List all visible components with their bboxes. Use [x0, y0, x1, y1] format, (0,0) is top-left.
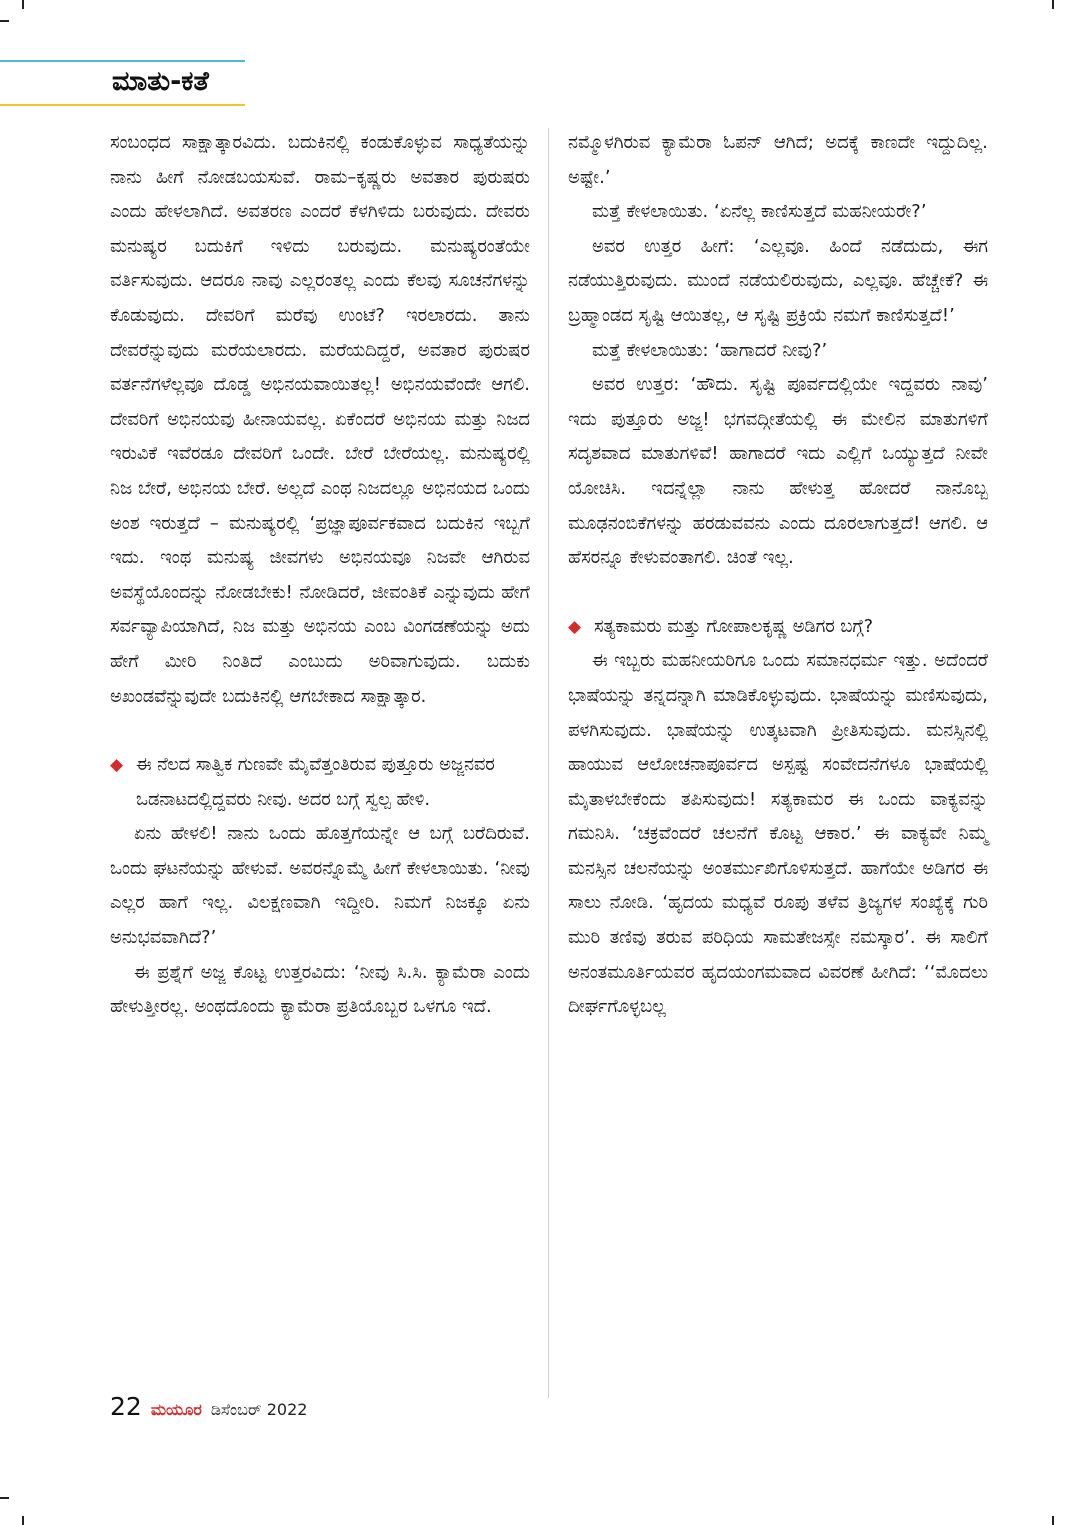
crop-mark: [1052, 0, 1054, 9]
left-column: [110, 126, 530, 1025]
header-rule-bottom: [0, 104, 245, 106]
section-title: ಮಾತು-ಕತೆ: [112, 66, 209, 97]
paragraph: ನಮ್ಮೊಳಗಿರುವ ಕ್ಯಾಮೆರಾ ಓಪನ್ ಆಗಿದೆ; ಅದಕ್ಕೆ ಕಾಣದೇ ಇದ್ದುದಿಲ್ಲ. ಅಷ್ಟೇ.’: [568, 132, 988, 188]
header-rule-top: [0, 60, 245, 62]
question-block: [110, 748, 530, 817]
question-text: ಸತ್ಯಕಾಮರು ಮತ್ತು ಗೋಪಾಲಕೃಷ್ಣ ಅಡಿಗರ ಬಗ್ಗೆ?: [594, 615, 874, 637]
crop-mark: [22, 1516, 24, 1525]
paragraph: ಮತ್ತೆ ಕೇಳಲಾಯಿತು: ‘ಹಾಗಾದರೆ ನೀವು?’: [592, 339, 828, 361]
crop-mark: [22, 0, 24, 9]
diamond-icon: ◆: [568, 616, 582, 637]
paragraph: ಅವರ ಉತ್ತರ ಹೀಗೆ: ‘ಎಲ್ಲವೂ. ಹಿಂದೆ ನಡೆದುದು, ಈಗ ನಡೆಯುತ್ತಿರುವುದು. ಮುಂದೆ ನಡೆಯಲಿರುವುದು, ಎಲ್ಲವೂ. ಹೆಚ್ಚೇಕೆ? ಈ ಬ್ರಹ್ಮಾಂಡದ ಸೃಷ್ಟಿ ಆಯಿತಲ್ಲ, ಆ ಸೃಷ್ಟಿ ಪ್ರಕ್ರಿಯೆ ನಮಗೆ ಕಾಣಿಸುತ್ತದೆ!’: [568, 235, 988, 326]
column-divider: [548, 128, 549, 1398]
crop-mark: [0, 20, 9, 22]
paragraph: ಈ ಇಬ್ಬರು ಮಹನೀಯರಿಗೂ ಒಂದು ಸಮಾನಧರ್ಮ ಇತ್ತು. ಅದೆಂದರೆ ಭಾಷೆಯನ್ನು ತನ್ನದನ್ನಾಗಿ ಮಾಡಿಕೊಳ್ಳುವುದು. ಭಾಷೆಯನ್ನು ಮಣಿಸುವುದು, ಪಳಗಿಸುವುದು. ಭಾಷೆಯನ್ನು ಉತ್ಕಟವಾಗಿ ಪ್ರೀತಿಸುವುದು. ಮನಸ್ಸಿನಲ್ಲಿ ಹಾಯುವ ಆಲೋಚನಾಪೂರ್ವದ ಅಸ್ಪಷ್ಟ ಸಂವೇದನೆಗಳೂ ಭಾಷೆಯಲ್ಲಿ ಮೈತಾಳಬೇಕೆಂದು ತಪಿಸುವುದು! ಸತ್ಯಕಾಮರ ಈ ಒಂದು ವಾಕ್ಯವನ್ನು ಗಮನಿಸಿ. ‘ಚಕ್ರವೆಂದರೆ ಚಲನೆಗೆ ಕೊಟ್ಟ ಆಕಾರ.’ ಈ ವಾಕ್ಯವೇ ನಿಮ್ಮ ಮನಸ್ಸಿನ ಚಲನೆಯನ್ನು ಅಂತರ್ಮುಖಿಗೊಳಿಸುತ್ತದೆ. ಹಾಗೆಯೇ ಅಡಿಗರ ಈ ಸಾಲು ನೋಡಿ. ‘ಹೃದಯ ಮಧ್ಯವೆ ರೂಪು ತಳೆವ ತ್ರಿಜ್ಯಗಳ ಸಂಖ್ಯೆಕ್ಕೆ ಗುರಿ ಮುರಿ ತಣಿವು ತರುವ ಪರಿಧಿಯ ಸಾಮತೇಜಸ್ಸೇ ನಮಸ್ಕಾರ’. ಈ ಸಾಲಿಗೆ ಅನಂತಮೂರ್ತಿಯವರ ಹೃದಯಂಗಮವಾದ ವಿವರಣೆ ಹೀಗಿದೆ: ‘‘ಮೊದಲು ದೀರ್ಘಗೊಳ್ಳಬಲ್ಲ: [568, 650, 988, 1018]
paragraph: ಏನು ಹೇಳಲಿ! ನಾನು ಒಂದು ಹೊತ್ತಗೆಯನ್ನೇ ಆ ಬಗ್ಗೆ ಬರೆದಿರುವೆ. ಒಂದು ಘಟನೆಯನ್ನು ಹೇಳುವೆ. ಅವರನ್ನೊಮ್ಮೆ ಹೀಗೆ ಕೇಳಲಾಯಿತು. ‘ನೀವು ಎಲ್ಲರ ಹಾಗೆ ಇಲ್ಲ. ವಿಲಕ್ಷಣವಾಗಿ ಇದ್ದೀರಿ. ನಿಮಗೆ ನಿಜಕ್ಕೂ ಏನು ಅನುಭವವಾಗಿದೆ?’: [110, 823, 530, 949]
right-column: [568, 126, 988, 1025]
crop-mark: [0, 1497, 9, 1499]
magazine-name: ಮಯೂರ: [150, 1400, 202, 1419]
question-block: [568, 610, 988, 645]
paragraph: ಅವರ ಉತ್ತರ: ‘ಹೌದು. ಸೃಷ್ಟಿ ಪೂರ್ವದಲ್ಲಿಯೇ ಇದ್ದವರು ನಾವು’ ಇದು ಪುತ್ತೂರು ಅಜ್ಜ! ಭಗವದ್ಗೀತೆಯಲ್ಲಿ ಈ ಮೇಲಿನ ಮಾತುಗಳಿಗೆ ಸದೃಶವಾದ ಮಾತುಗಳಿವೆ! ಹಾಗಾದರೆ ಇದು ಎಲ್ಲಿಗೆ ಒಯ್ಯುತ್ತದೆ ನೀವೇ ಯೋಚಿಸಿ. ಇದನ್ನೆಲ್ಲಾ ನಾನು ಹೇಳುತ್ತ ಹೋದರೆ ನಾನೊಬ್ಬ ಮೂಢನಂಬಿಕೆಗಳನ್ನು ಹರಡುವವನು ಎಂದು ದೂರಲಾಗುತ್ತದೆ! ಆಗಲಿ. ಆ ಹೆಸರನ್ನೂ ಕೇಳುವಂತಾಗಲಿ. ಚಿಂತೆ ಇಲ್ಲ.: [568, 374, 988, 569]
issue-date: ಡಿಸೆಂಬರ್ 2022: [210, 1400, 308, 1419]
question-text: ಈ ನೆಲದ ಸಾತ್ವಿಕ ಗುಣವೇ ಮೈವೆತ್ತಂತಿರುವ ಪುತ್ತೂರು ಅಜ್ಜನವರ ಒಡನಾಟದಲ್ಲಿದ್ದವರು ನೀವು. ಅದರ ಬಗ್ಗೆ ಸ್ವಲ್ಪ ಹೇಳಿ.: [136, 754, 495, 810]
paragraph: ಸಂಬಂಧದ ಸಾಕ್ಷಾತ್ಕಾರವಿದು. ಬದುಕಿನಲ್ಲಿ ಕಂಡುಕೊಳ್ಳುವ ಸಾಧ್ಯತೆಯನ್ನು ನಾನು ಹೀಗೆ ನೋಡಬಯಸುವೆ. ರಾಮ–ಕೃಷ್ಣರು ಅವತಾರ ಪುರುಷರು ಎಂದು ಹೇಳಲಾಗಿದೆ. ಅವತರಣ ಎಂದರೆ ಕೆಳಗಿಳಿದು ಬರುವುದು. ದೇವರು ಮನುಷ್ಯರ ಬದುಕಿಗೆ ಇಳಿದು ಬರುವುದು. ಮನುಷ್ಯರಂತೆಯೇ ವರ್ತಿಸುವುದು. ಆದರೂ ನಾವು ಎಲ್ಲರಂತಲ್ಲ ಎಂದು ಕೆಲವು ಸೂಚನೆಗಳನ್ನು ಕೊಡುವುದು. ದೇವರಿಗೆ ಮರೆವು ಉಂಟೆ? ಇರಲಾರದು. ತಾನು ದೇವರೆನ್ನುವುದು ಮರೆಯಲಾರದು. ಮರೆಯದಿದ್ದರೆ, ಅವತಾರ ಪುರುಷರ ವರ್ತನೆಗಳೆಲ್ಲವೂ ದೊಡ್ಡ ಅಭಿನಯವಾಯಿತಲ್ಲ! ಅಭಿನಯವೆಂದೇ ಆಗಲಿ. ದೇವರಿಗೆ ಅಭಿನಯವು ಹೀನಾಯವಲ್ಲ. ಏಕೆಂದರೆ ಅಭಿನಯ ಮತ್ತು ನಿಜದ ಇರುವಿಕೆ ಇವೆರಡೂ ದೇವರಿಗೆ ಒಂದೇ. ಬೇರೆ ಬೇರೆಯಲ್ಲ. ಮನುಷ್ಯರಲ್ಲಿ ನಿಜ ಬೇರೆ, ಅಭಿನಯ ಬೇರೆ. ಅಲ್ಲದೆ ಎಂಥ ನಿಜದಲ್ಲೂ ಅಭಿನಯದ ಒಂದು ಅಂಶ ಇರುತ್ತದೆ – ಮನುಷ್ಯರಲ್ಲಿ ‘ಪ್ರಜ್ಞಾಪೂರ್ವಕವಾದ ಬದುಕಿನ ಇಬ್ಬಗೆ ಇದು. ಇಂಥ ಮನುಷ್ಯ ಜೀವಗಳು ಅಭಿನಯವೂ ನಿಜವೇ ಆಗಿರುವ ಅವಸ್ಥೆಯೊಂದನ್ನು ನೋಡಬೇಕು! ನೋಡಿದರೆ, ಜೀವಂತಿಕೆ ಎನ್ನುವುದು ಹೇಗೆ ಸರ್ವವ್ಯಾಪಿಯಾಗಿದೆ, ನಿಜ ಮತ್ತು ಅಭಿನಯ ಎಂಬ ವಿಂಗಡಣೆಯನ್ನು ಅದು ಹೇಗೆ ಮೀರಿ ನಿಂತಿದೆ ಎಂಬುದು ಅರಿವಾಗುವುದು. ಬದುಕು ಅಖಂಡವೆನ್ನುವುದೇ ಬದುಕಿನಲ್ಲಿ ಆಗಬೇಕಾದ ಸಾಕ್ಷಾತ್ಕಾರ.: [110, 132, 530, 707]
page-footer: [110, 1392, 307, 1421]
page-number: 22: [110, 1392, 142, 1421]
paragraph: ಮತ್ತೆ ಕೇಳಲಾಯಿತು. ‘ಏನೆಲ್ಲ ಕಾಣಿಸುತ್ತದೆ ಮಹನೀಯರೇ?’: [592, 201, 927, 223]
diamond-icon: ◆: [110, 755, 124, 776]
paragraph: ಈ ಪ್ರಶ್ನೆಗೆ ಅಜ್ಜ ಕೊಟ್ಟ ಉತ್ತರವಿದು: ‘ನೀವು ಸಿ.ಸಿ. ಕ್ಯಾಮೆರಾ ಎಂದು ಹೇಳುತ್ತೀರಲ್ಲ. ಅಂಥದೊಂದು ಕ್ಯಾಮೆರಾ ಪ್ರತಿಯೊಬ್ಬರ ಒಳಗೂ ಇದೆ.: [110, 961, 530, 1018]
crop-mark: [1052, 1516, 1054, 1525]
